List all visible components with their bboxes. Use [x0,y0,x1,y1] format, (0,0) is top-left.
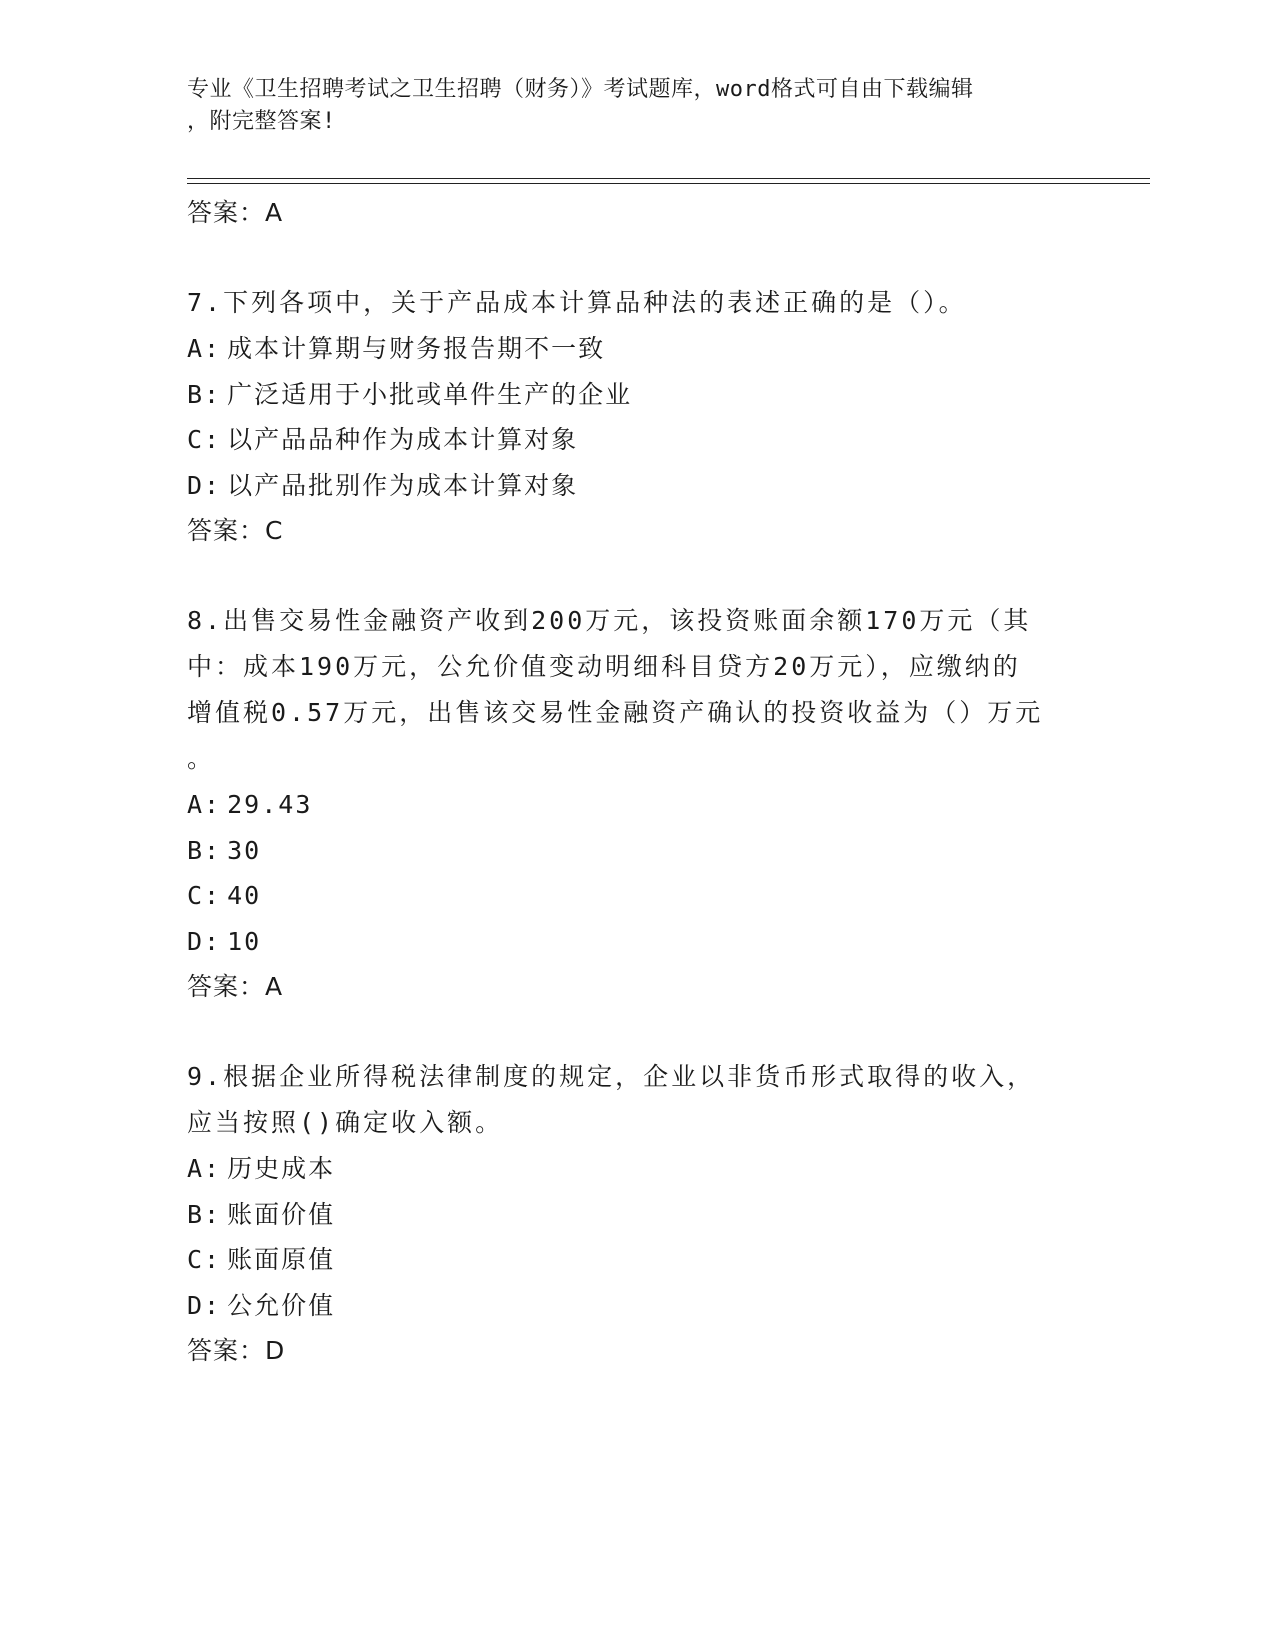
question-list [187,190,1087,1373]
question-9-answer: 答案：D [187,1336,286,1365]
option-key: C: [187,881,222,910]
question-8-text-line-2: 中：成本190万元，公允价值变动明细科目贷方20万元），应缴纳的 [187,652,1021,681]
question-8-option-b [187,828,1087,874]
header-line-2: ，附完整答案! [187,109,336,134]
question-9-option-c [187,1237,1087,1283]
question-8-text-line-3: 增值税0.57万元，出售该交易性金融资产确认的投资收益为（）万元 [187,698,1044,727]
document-header [187,74,1087,138]
question-8-text-line-1: 8.出售交易性金融资产收到200万元，该投资账面余额170万元（其 [187,606,1032,635]
header-line-1: 专业《卫生招聘考试之卫生招聘（财务）》考试题库，word格式可自由下载编辑 [187,77,974,102]
option-text: 广泛适用于小批或单件生产的企业 [227,379,633,409]
question-8-option-d [187,919,1087,965]
option-key: D: [187,1290,222,1320]
question-9-text-line-2: 应当按照()确定收入额。 [187,1108,504,1137]
question-9-option-d [187,1283,1087,1329]
option-key: B: [187,1199,222,1229]
option-text: 30 [227,835,262,865]
question-9-text-line-1: 9.根据企业所得税法律制度的规定，企业以非货币形式取得的收入， [187,1062,1036,1091]
option-text: 公允价值 [227,1290,336,1320]
question-7-option-a [187,326,1087,372]
question-8-text-line-4: 。 [187,744,216,773]
question-8-option-c [187,873,1087,919]
option-text: 历史成本 [227,1154,336,1183]
option-key: A: [187,1154,222,1183]
option-key: A: [187,790,222,819]
option-text: 以产品品种作为成本计算对象 [227,425,579,454]
option-key: C: [187,1245,222,1274]
option-text: 成本计算期与财务报告期不一致 [227,334,606,363]
option-text: 账面价值 [227,1199,336,1229]
option-key: A: [187,334,222,363]
header-rule-bottom [187,183,1150,184]
question-8-answer: 答案：A [187,972,284,1001]
question-7 [187,280,1087,553]
previous-answer: 答案：A [187,198,284,227]
question-8-option-a [187,782,1087,828]
question-7-option-b [187,372,1087,418]
question-7-option-c [187,417,1087,463]
header-rule-top [187,178,1150,179]
question-7-option-d [187,463,1087,509]
option-key: D: [187,926,222,956]
option-key: B: [187,379,222,409]
question-7-text: 7.下列各项中，关于产品成本计算品种法的表述正确的是（）。 [187,288,967,317]
option-key: D: [187,470,222,500]
option-text: 29.43 [227,790,313,819]
question-9 [187,1054,1087,1373]
question-7-answer: 答案：C [187,516,284,545]
question-9-option-b [187,1192,1087,1238]
option-text: 40 [227,881,262,910]
option-key: B: [187,835,222,865]
question-8 [187,598,1087,1009]
question-9-option-a [187,1146,1087,1192]
option-text: 10 [227,926,262,956]
option-text: 以产品批别作为成本计算对象 [227,470,579,500]
option-key: C: [187,425,222,454]
option-text: 账面原值 [227,1245,336,1274]
